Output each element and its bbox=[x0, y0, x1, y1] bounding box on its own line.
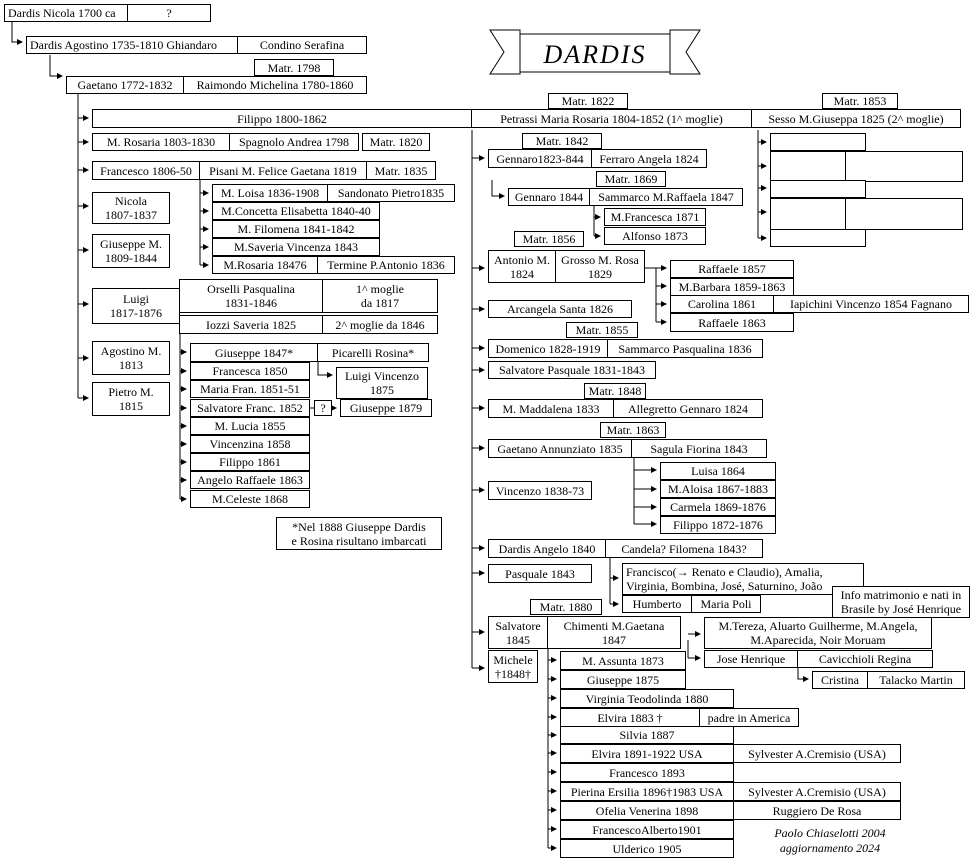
spouse-cavicchioli: Cavicchioli Regina bbox=[797, 650, 933, 668]
spouse-sammarco-pasqualina: Sammarco Pasqualina 1836 bbox=[607, 339, 763, 358]
note-second-wife: 2^ moglie da 1846 bbox=[322, 315, 438, 334]
person-elvira-1883: Elvira 1883 † bbox=[560, 708, 700, 727]
spouse-sagula: Sagula Fiorina 1843 bbox=[631, 439, 767, 458]
person-luigi: Luigi 1817-1876 bbox=[92, 288, 180, 324]
person-mlucia: M. Lucia 1855 bbox=[190, 417, 310, 435]
spouse-iozzi: Iozzi Saveria 1825 bbox=[179, 315, 323, 334]
person-maria-fran: Maria Fran. 1851-51 bbox=[190, 380, 310, 398]
person-gennaro-1823: Gennaro1823-844 bbox=[488, 149, 592, 168]
person-gennaro-1844: Gennaro 1844 bbox=[508, 188, 590, 206]
person-mconcetta: M.Concetta Elisabetta 1840-40 bbox=[212, 202, 380, 220]
person-elvira-1891: Elvira 1891-1922 USA bbox=[560, 744, 734, 763]
person-nicola: Dardis Nicola 1700 ca bbox=[4, 4, 128, 22]
person-arcangela: Arcangela Santa 1826 bbox=[488, 300, 632, 318]
person-raffaele-1863: Raffaele 1863 bbox=[670, 313, 794, 332]
person-salvatore-1845: Salvatore 1845 bbox=[488, 616, 548, 649]
person-giuseppe-1847: Giuseppe 1847* bbox=[190, 343, 318, 362]
marriage-1880: Matr. 1880 bbox=[530, 599, 602, 615]
marriage-1869: Matr. 1869 bbox=[596, 171, 666, 187]
person-humberto: Humberto bbox=[622, 595, 692, 613]
person-mrosaria-1803: M. Rosaria 1803-1830 bbox=[92, 133, 230, 151]
signature-note: Paolo Chiaselotti 2004 aggiornamento 2024 bbox=[774, 826, 886, 855]
person-salvatore-pasquale: Salvatore Pasquale 1831-1843 bbox=[488, 361, 656, 379]
person-mceleste: M.Celeste 1868 bbox=[190, 490, 310, 508]
person-cristina: Cristina bbox=[812, 671, 868, 689]
spouse-grosso: Grosso M. Rosa 1829 bbox=[555, 250, 645, 283]
spouse-orselli: Orselli Pasqualina 1831-1846 bbox=[179, 279, 323, 313]
spouse-candela: Candela? Filomena 1843? bbox=[605, 539, 763, 558]
spouse-petrassi: Petrassi Maria Rosaria 1804-1852 (1^ moglie) bbox=[471, 109, 752, 128]
marriage-1855: Matr. 1855 bbox=[566, 322, 638, 338]
person-salvatore-franc: Salvatore Franc. 1852 bbox=[190, 399, 310, 417]
brazil-children-list: Francisco(→ Renato e Claudio), Amalia, Virginia, Bombina, José, Saturnino, João bbox=[622, 563, 864, 595]
person-luisa: Luisa 1864 bbox=[660, 462, 776, 480]
spouse-michelina: Raimondo Michelina 1780-1860 bbox=[183, 76, 367, 94]
marriage-1820: Matr. 1820 bbox=[362, 133, 430, 151]
person-mmaddalena: M. Maddalena 1833 bbox=[488, 399, 614, 418]
person-carolina: Carolina 1861 bbox=[670, 295, 774, 313]
person-minnocenza bbox=[770, 198, 846, 230]
note-brazil-info: Info matrimonio e nati in Brasile by José Henrique bbox=[832, 586, 970, 618]
marriage-1848: Matr. 1848 bbox=[584, 383, 646, 399]
marriage-1842: Matr. 1842 bbox=[522, 133, 602, 149]
person-francesco-1893: Francesco 1893 bbox=[560, 763, 734, 782]
spouse-sandonato: Sandonato Pietro1835 bbox=[327, 184, 455, 202]
spouse-spagnolo: Spagnolo Andrea 1798 bbox=[229, 133, 359, 151]
person-dardis-angelo: Dardis Angelo 1840 bbox=[488, 539, 606, 558]
person-domenico: Domenico 1828-1919 bbox=[488, 339, 608, 358]
person-mfilomena: M. Filomena 1841-1842 bbox=[212, 220, 380, 238]
person-gaetano-annunziato: Gaetano Annunziato 1835 bbox=[488, 439, 632, 458]
person-filippo-1861: Filippo 1861 bbox=[190, 453, 310, 471]
spouse-sammarco-raffaela: Sammarco M.Raffaela 1847 bbox=[589, 188, 743, 206]
brazil-grandchildren-list: M.Tereza, Aluarto Guilherme, M.Angela, M.Aparecida, Noir Moruam bbox=[704, 617, 932, 649]
spouse-allegretto: Allegretto Gennaro 1824 bbox=[613, 399, 763, 418]
unknown-spouse-mark: ? bbox=[314, 400, 332, 416]
spouse-iapichini: Iapichini Vincenzo 1854 Fagnano bbox=[773, 295, 969, 313]
spouse-serafina: Condino Serafina bbox=[237, 36, 367, 54]
person-mloisa: M. Loisa 1836-1908 bbox=[212, 184, 328, 202]
person-agostino-1813: Agostino M. 1813 bbox=[92, 341, 170, 375]
marriage-1856: Matr. 1856 bbox=[514, 231, 584, 247]
spouse-picarelli: Picarelli Rosina* bbox=[317, 343, 429, 362]
person-mfrancesca-1871: M.Francesca 1871 bbox=[604, 208, 706, 226]
spouse-chimenti: Chimenti M.Gaetana 1847 bbox=[547, 616, 681, 649]
person-giuseppe-1809: Giuseppe M. 1809-1844 bbox=[92, 234, 170, 268]
person-luigi-vincenzo: Luigi Vincenzo 1875 bbox=[336, 367, 428, 399]
marriage-1863: Matr. 1863 bbox=[600, 422, 666, 438]
marriage-1822: Matr. 1822 bbox=[548, 93, 628, 109]
person-carmela: Carmela 1869-1876 bbox=[660, 498, 776, 516]
person-alfonso: Alfonso 1873 bbox=[604, 227, 706, 245]
person-raffaele-1857: Raffaele 1857 bbox=[670, 260, 794, 278]
person-ulderico: Ulderico 1905 bbox=[560, 839, 734, 858]
spouse-sylvester-2: Sylvester A.Cremisio (USA) bbox=[733, 782, 901, 801]
spouse-unknown: ? bbox=[127, 4, 211, 22]
spouse-talacko: Talacko Martin bbox=[867, 671, 965, 689]
person-msaveria: M.Saveria Vincenza 1843 bbox=[212, 238, 380, 256]
person-giuseppe-1875: Giuseppe 1875 bbox=[560, 670, 686, 689]
person-francesco-alberto: FrancescoAlberto1901 bbox=[560, 820, 734, 839]
note-first-wife: 1^ moglie da 1817 bbox=[322, 279, 438, 313]
person-nicola-1807: Nicola 1807-1837 bbox=[92, 192, 170, 224]
person-virginia: Virginia Teodolinda 1880 bbox=[560, 689, 734, 708]
person-francesco-1806: Francesco 1806-50 bbox=[92, 161, 200, 180]
person-mbarbara: M.Barbara 1859-1863 bbox=[670, 278, 794, 296]
person-mrosaria-1855 bbox=[770, 151, 846, 182]
person-francesco-1853 bbox=[770, 133, 866, 151]
page-title: DARDIS bbox=[543, 40, 647, 69]
spouse-maria-poli: Maria Poli bbox=[691, 595, 761, 613]
spouse-sylvester-1: Sylvester A.Cremisio (USA) bbox=[733, 744, 901, 763]
person-maloisa: M.Aloisa 1867-1883 bbox=[660, 480, 776, 498]
person-pasquale-1843: Pasquale 1843 bbox=[488, 564, 592, 583]
person-pietro: Pietro M. 1815 bbox=[92, 382, 170, 416]
person-filippo-1862 bbox=[770, 229, 866, 247]
spouse-ruggiero: Ruggiero De Rosa bbox=[733, 801, 901, 820]
note-1888: *Nel 1888 Giuseppe Dardis e Rosina risultano imbarcati bbox=[276, 517, 442, 550]
person-ofelia: Ofelia Venerina 1898 bbox=[560, 801, 734, 820]
marriage-1835: Matr. 1835 bbox=[366, 161, 436, 180]
person-michele: Michele †1848† bbox=[488, 650, 538, 683]
spouse-cianci bbox=[845, 198, 963, 230]
person-mrosaria-18476: M.Rosaria 18476 bbox=[212, 256, 318, 274]
spouse-pisani: Pisani M. Felice Gaetana 1819 bbox=[199, 161, 367, 180]
person-massunta: M. Assunta 1873 bbox=[560, 651, 686, 670]
marriage-1853: Matr. 1853 bbox=[822, 93, 898, 109]
spouse-sesso: Sesso M.Giuseppa 1825 (2^ moglie) bbox=[751, 109, 961, 128]
spouse-sperlongo bbox=[845, 151, 963, 182]
spouse-ferraro: Ferraro Angela 1824 bbox=[591, 149, 707, 168]
person-silvia: Silvia 1887 bbox=[560, 726, 734, 744]
marriage-1798: Matr. 1798 bbox=[254, 59, 334, 76]
person-giuseppe-1879: Giuseppe 1879 bbox=[340, 399, 432, 417]
person-gaetano: Gaetano 1772-1832 bbox=[66, 76, 184, 94]
person-agostino: Dardis Agostino 1735-1810 Ghiandaro bbox=[26, 36, 238, 54]
spouse-termine: Termine P.Antonio 1836 bbox=[317, 256, 455, 274]
person-vincenzina: Vincenzina 1858 bbox=[190, 435, 310, 453]
person-vincenzo-1838: Vincenzo 1838-73 bbox=[488, 481, 592, 500]
person-angelo-raffaele: Angelo Raffaele 1863 bbox=[190, 471, 310, 489]
person-concetta-1857 bbox=[770, 180, 866, 198]
person-pierina: Pierina Ersilia 1896†1983 USA bbox=[560, 782, 734, 801]
person-filippo-1872: Filippo 1872-1876 bbox=[660, 516, 776, 534]
person-jose-henrique: Jose Henrique bbox=[704, 650, 798, 668]
note-padre-america: padre in America bbox=[699, 708, 799, 727]
person-filippo: Filippo 1800-1862 bbox=[92, 109, 472, 128]
person-francesca-1850: Francesca 1850 bbox=[190, 362, 310, 380]
person-antonio: Antonio M. 1824 bbox=[488, 250, 556, 283]
